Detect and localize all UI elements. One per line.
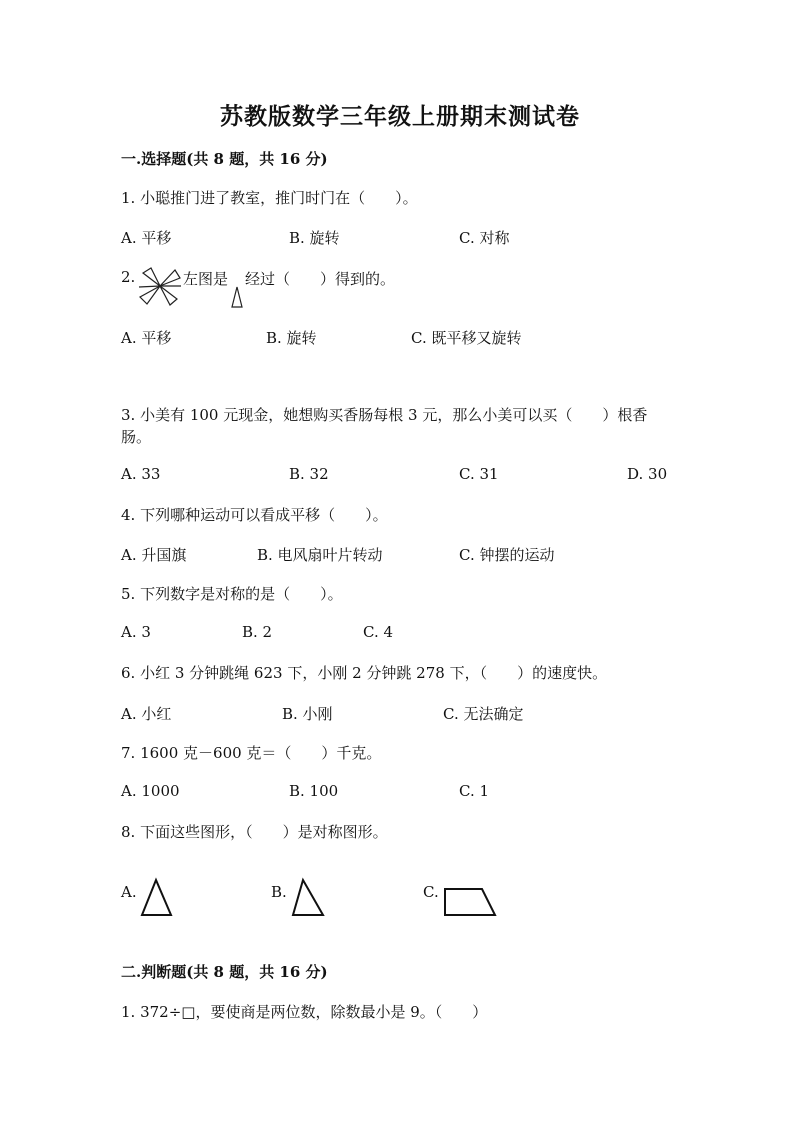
question-5: 5. 下列数字是对称的是（ ）。 — [121, 585, 343, 603]
q4-option-a[interactable]: A. 升国旗 — [121, 546, 187, 564]
question-2-number: 2. — [121, 268, 136, 286]
question-3-line-1: 3. 小美有 100 元现金，她想购买香肠每根 3 元，那么小美可以买（ ）根香 — [121, 406, 648, 424]
question-2-text-a: 左图是 — [183, 270, 229, 288]
single-blade-figure — [230, 286, 244, 308]
q8-option-a[interactable]: A. — [121, 883, 137, 901]
q5-option-b[interactable]: B. 2 — [242, 623, 273, 641]
question-4: 4. 下列哪种运动可以看成平移（ ）。 — [121, 506, 388, 524]
question-3-line-2: 肠。 — [121, 428, 152, 446]
q3-option-a[interactable]: A. 33 — [121, 465, 161, 483]
q3-option-b[interactable]: B. 32 — [289, 465, 329, 483]
q2-option-b[interactable]: B. 旋转 — [266, 329, 317, 347]
q8-option-b[interactable]: B. — [271, 883, 287, 901]
q4-option-c[interactable]: C. 钟摆的运动 — [459, 546, 555, 564]
q6-option-a[interactable]: A. 小红 — [121, 705, 172, 723]
question-6: 6. 小红 3 分钟跳绳 623 下，小刚 2 分钟跳 278 下，（ ）的速度快。 — [121, 664, 608, 682]
q8-triangle-a-figure — [140, 878, 174, 918]
q4-option-b[interactable]: B. 电风扇叶片转动 — [257, 546, 383, 564]
question-2-text-b: 经过（ ）得到的。 — [245, 270, 396, 288]
q1-option-b[interactable]: B. 旋转 — [289, 229, 340, 247]
q8-trapezoid-figure — [442, 886, 498, 918]
q8-triangle-b-figure — [290, 878, 326, 918]
q6-option-c[interactable]: C. 无法确定 — [443, 705, 524, 723]
q2-option-a[interactable]: A. 平移 — [121, 329, 172, 347]
question-7: 7. 1600 克－600 克＝（ ）千克。 — [121, 744, 382, 762]
q2-option-c[interactable]: C. 既平移又旋转 — [411, 329, 522, 347]
section-heading-choice: 一.选择题(共 8 题，共 16 分) — [121, 150, 328, 168]
q7-option-b[interactable]: B. 100 — [289, 782, 339, 800]
q6-option-b[interactable]: B. 小刚 — [282, 705, 333, 723]
q1-option-a[interactable]: A. 平移 — [121, 229, 172, 247]
q7-option-a[interactable]: A. 1000 — [121, 782, 180, 800]
q1-option-c[interactable]: C. 对称 — [459, 229, 510, 247]
judgement-question-1: 1. 372÷□，要使商是两位数，除数最小是 9。（ ） — [121, 1003, 488, 1021]
q5-option-a[interactable]: A. 3 — [121, 623, 151, 641]
page-title: 苏教版数学三年级上册期末测试卷 — [220, 103, 580, 130]
section-heading-judgement: 二.判断题(共 8 题，共 16 分) — [121, 963, 328, 981]
question-8: 8. 下面这些图形，（ ）是对称图形。 — [121, 823, 388, 841]
question-1: 1. 小聪推门进了教室，推门时门在（ ）。 — [121, 189, 418, 207]
q3-option-c[interactable]: C. 31 — [459, 465, 499, 483]
q3-option-d[interactable]: D. 30 — [627, 465, 668, 483]
q5-option-c[interactable]: C. 4 — [363, 623, 394, 641]
q7-option-c[interactable]: C. 1 — [459, 782, 490, 800]
q8-option-c[interactable]: C. — [423, 883, 439, 901]
pinwheel-figure — [137, 265, 183, 307]
